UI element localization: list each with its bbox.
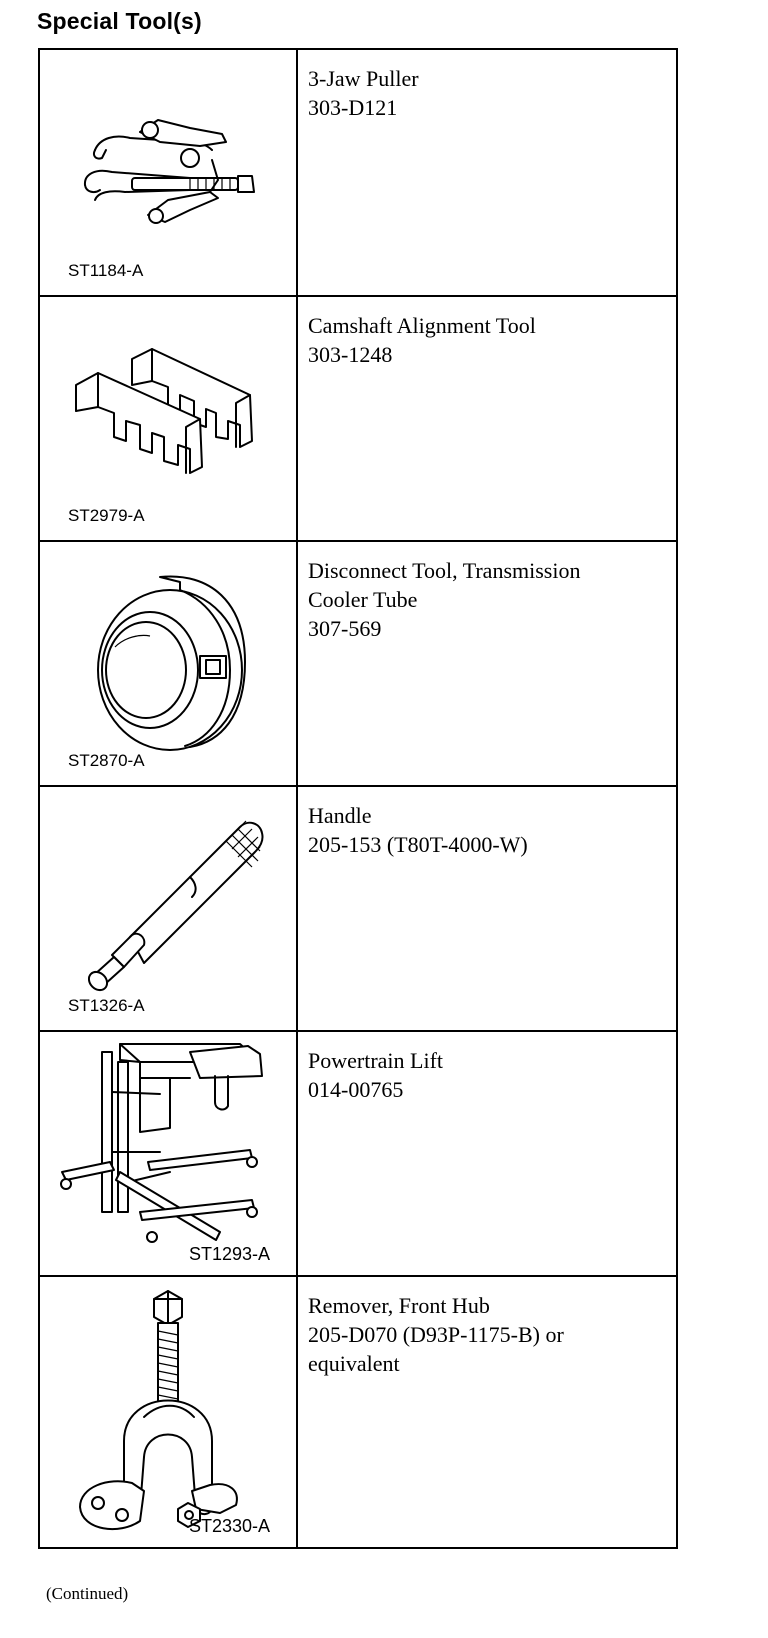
tool-name: Disconnect Tool, Transmission Cooler Tube	[308, 558, 581, 612]
tool-image-cell	[39, 786, 297, 1031]
tool-description-cell	[297, 1276, 677, 1548]
tool-description-cell	[297, 1031, 677, 1276]
tool-number: 303-1248	[308, 342, 393, 367]
tool-name: Camshaft Alignment Tool	[308, 313, 536, 338]
handle-icon	[40, 787, 296, 1030]
tool-number: 014-00765	[308, 1077, 404, 1102]
front-hub-remover-icon	[40, 1277, 296, 1547]
table-row	[39, 541, 677, 786]
three-jaw-puller-icon	[40, 50, 296, 295]
disconnect-tool-icon	[40, 542, 296, 785]
tool-description-cell	[297, 296, 677, 541]
tool-code: ST2330-A	[188, 1516, 270, 1536]
tool-image-cell	[39, 49, 297, 296]
tool-number: 205-153 (T80T-4000-W)	[308, 832, 528, 857]
tool-number: 303-D121	[308, 95, 398, 120]
tool-code: ST2870-A	[68, 751, 145, 770]
tool-description-cell	[297, 541, 677, 786]
tool-image-cell	[39, 1031, 297, 1276]
page-title: Special Tool(s)	[37, 8, 202, 34]
tool-name: Powertrain Lift	[308, 1048, 444, 1073]
tool-number: 205-D070 (D93P-1175-B) or equivalent	[308, 1322, 564, 1376]
special-tools-table	[38, 48, 678, 1549]
table-row	[39, 1031, 677, 1276]
tool-code: ST1293-A	[188, 1244, 270, 1264]
tool-code: ST1326-A	[68, 996, 145, 1015]
tool-image-cell	[39, 1276, 297, 1548]
table-row	[39, 296, 677, 541]
tool-name: Handle	[308, 803, 372, 828]
tool-name: Remover, Front Hub	[308, 1293, 490, 1318]
powertrain-lift-icon	[40, 1032, 296, 1275]
tool-name: 3-Jaw Puller	[308, 66, 419, 91]
table-row	[39, 49, 677, 296]
continued-note: (Continued)	[46, 1584, 129, 1603]
tool-code: ST1184-A	[68, 261, 144, 280]
tool-description-cell	[297, 786, 677, 1031]
tool-image-cell	[39, 296, 297, 541]
tool-image-cell	[39, 541, 297, 786]
tool-code: ST2979-A	[68, 506, 145, 525]
table-row	[39, 1276, 677, 1548]
tool-number: 307-569	[308, 616, 382, 641]
table-row	[39, 786, 677, 1031]
camshaft-alignment-tool-icon	[40, 297, 296, 540]
tool-description-cell	[297, 49, 677, 296]
